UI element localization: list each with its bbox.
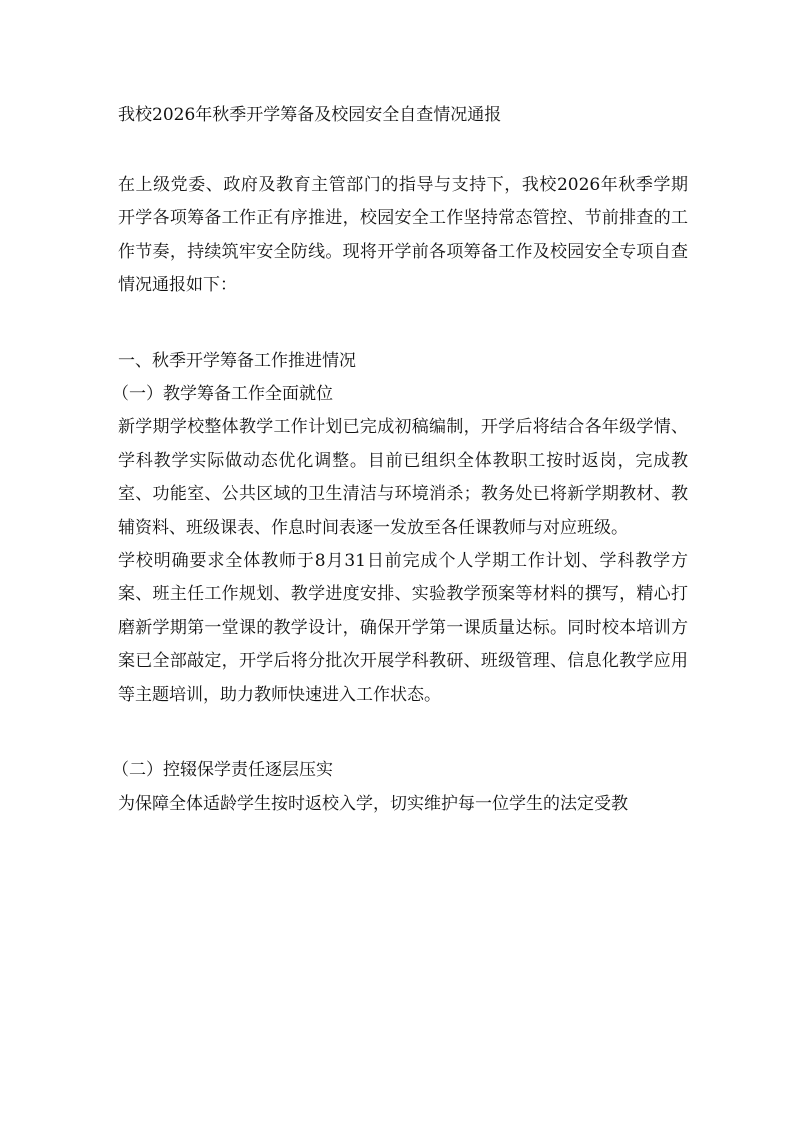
teaching-paragraph-1: 新学期学校整体教学工作计划已完成初稿编制，开学后将结合各年级学情、学科教学实际做动态优化调整。目前已组织全体教职工按时返岗，完成教室、功能室、公共区域的卫生清洁与环境消杀；教务处已将新学期教材、教辅资料、班级课表、作息时间表逐一发放至各任课教师与对应班级。 bbox=[118, 417, 688, 538]
subsection-heading-dropout: （二）控辍保学责任逐层压实 bbox=[112, 760, 333, 781]
section-heading: 一、秋季开学筹备工作推进情况 bbox=[118, 350, 356, 371]
spacer bbox=[118, 303, 688, 345]
subsection-heading-teaching: （一）教学筹备工作全面就位 bbox=[112, 384, 333, 405]
spacer bbox=[118, 712, 688, 754]
teaching-paragraph-2: 学校明确要求全体教师于8月31日前完成个人学期工作计划、学科教学方案、班主任工作规划、教学进度安排、实验教学预案等材料的撰写，精心打磨新学期第一堂课的教学设计，确保开学第一课质量达标。同时校本培训方案已全部敲定，开学后将分批次开展学科教研、班级管理、信息化教学应用等主题培训，助力教师快速进入工作状态。 bbox=[118, 551, 688, 705]
document-page bbox=[112, 98, 688, 821]
document-title: 我校2026年秋季开学筹备及校园安全自查情况通报 bbox=[118, 105, 502, 125]
dropout-paragraph-1: 为保障全体适龄学生按时返校入学，切实维护每一位学生的法定受教 bbox=[118, 793, 628, 814]
intro-paragraph: 在上级党委、政府及教育主管部门的指导与支持下，我校2026年秋季学期开学各项筹备工作正有序推进，校园安全工作坚持常态管控、节前排查的工作节奏，持续筑牢安全防线。现将开学前各项筹备工作及校园安全专项自查情况通报如下： bbox=[118, 175, 688, 296]
